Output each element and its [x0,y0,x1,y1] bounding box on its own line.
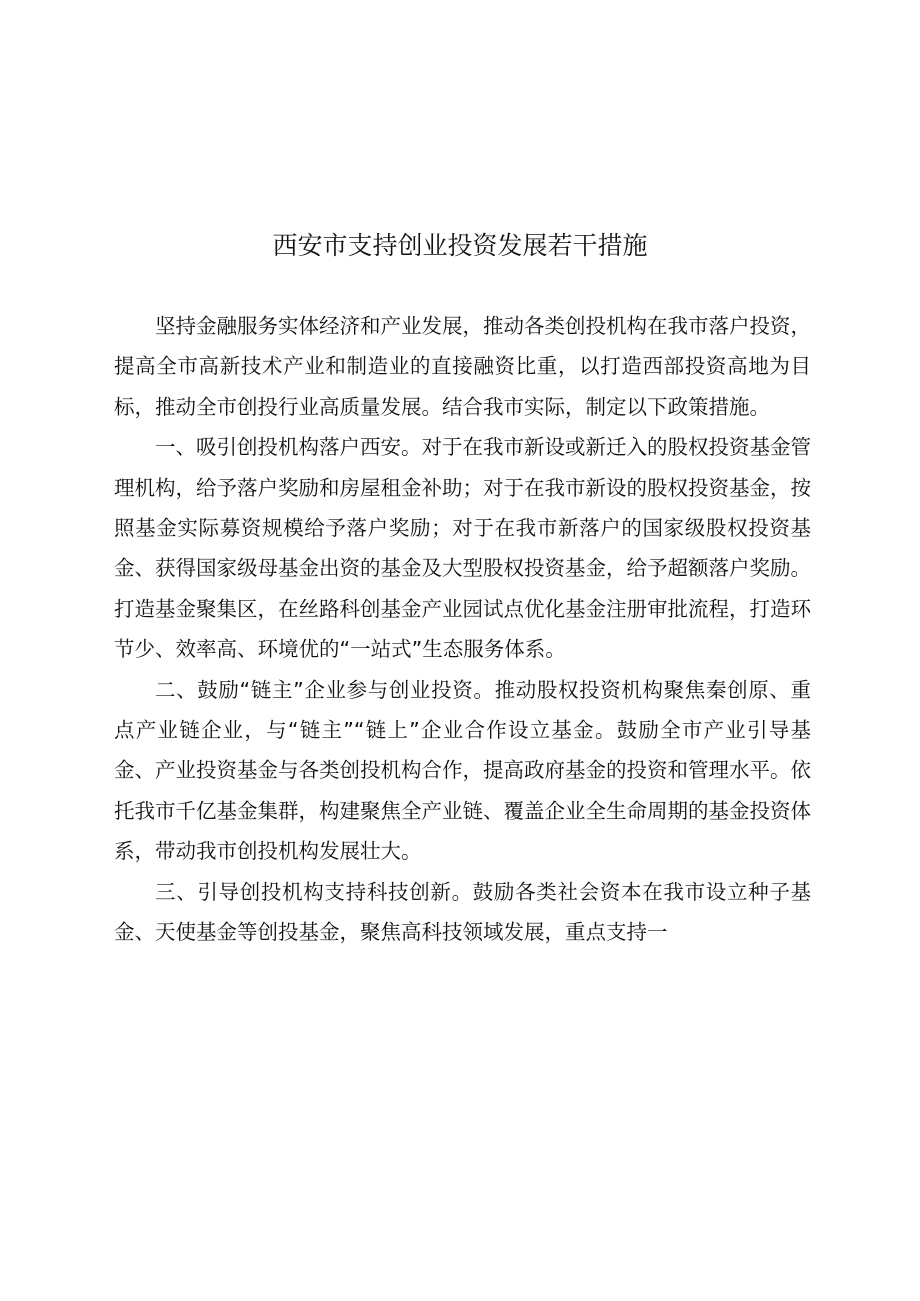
paragraph-section-3: 三、引导创投机构支持科技创新。鼓励各类社会资本在我市设立种子基金、天使基金等创投基金，聚焦高科技领域发展，重点支持一 [114,879,811,945]
paragraph-section-1: 一、吸引创投机构落户西安。对于在我市新设或新迁入的股权投资基金管理机构，给予落户奖励和房屋租金补助；对于在我市新设的股权投资基金，按照基金实际募资规模给予落户奖励；对于在我市新落户的国家级股权投资基金、获得国家级母基金出资的基金及大型股权投资基金，给予超额落户奖励。打造基金聚集区，在丝路科创基金产业园试点优化基金注册审批流程，打造环节少、效率高、环境优的“一站式”生态服务体系。 [114,435,811,662]
paragraph-section-2: 二、鼓励“链主”企业参与创业投资。推动股权投资机构聚焦秦创原、重点产业链企业，与“链主”“链上”企业合作设立基金。鼓励全市产业引导基金、产业投资基金与各类创投机构合作，提高政府基金的投资和管理水平。依托我市千亿基金集群，构建聚焦全产业链、覆盖企业全生命周期的基金投资体系，带动我市创投机构发展壮大。 [114,677,811,864]
paragraph-intro: 坚持金融服务实体经济和产业发展，推动各类创投机构在我市落户投资，提高全市高新技术产业和制造业的直接融资比重，以打造西部投资高地为目标，推动全市创投行业高质量发展。结合我市实际，制定以下政策措施。 [114,314,811,419]
document-title: 西安市支持创业投资发展若干措施 [272,231,648,260]
document-body [114,306,811,953]
